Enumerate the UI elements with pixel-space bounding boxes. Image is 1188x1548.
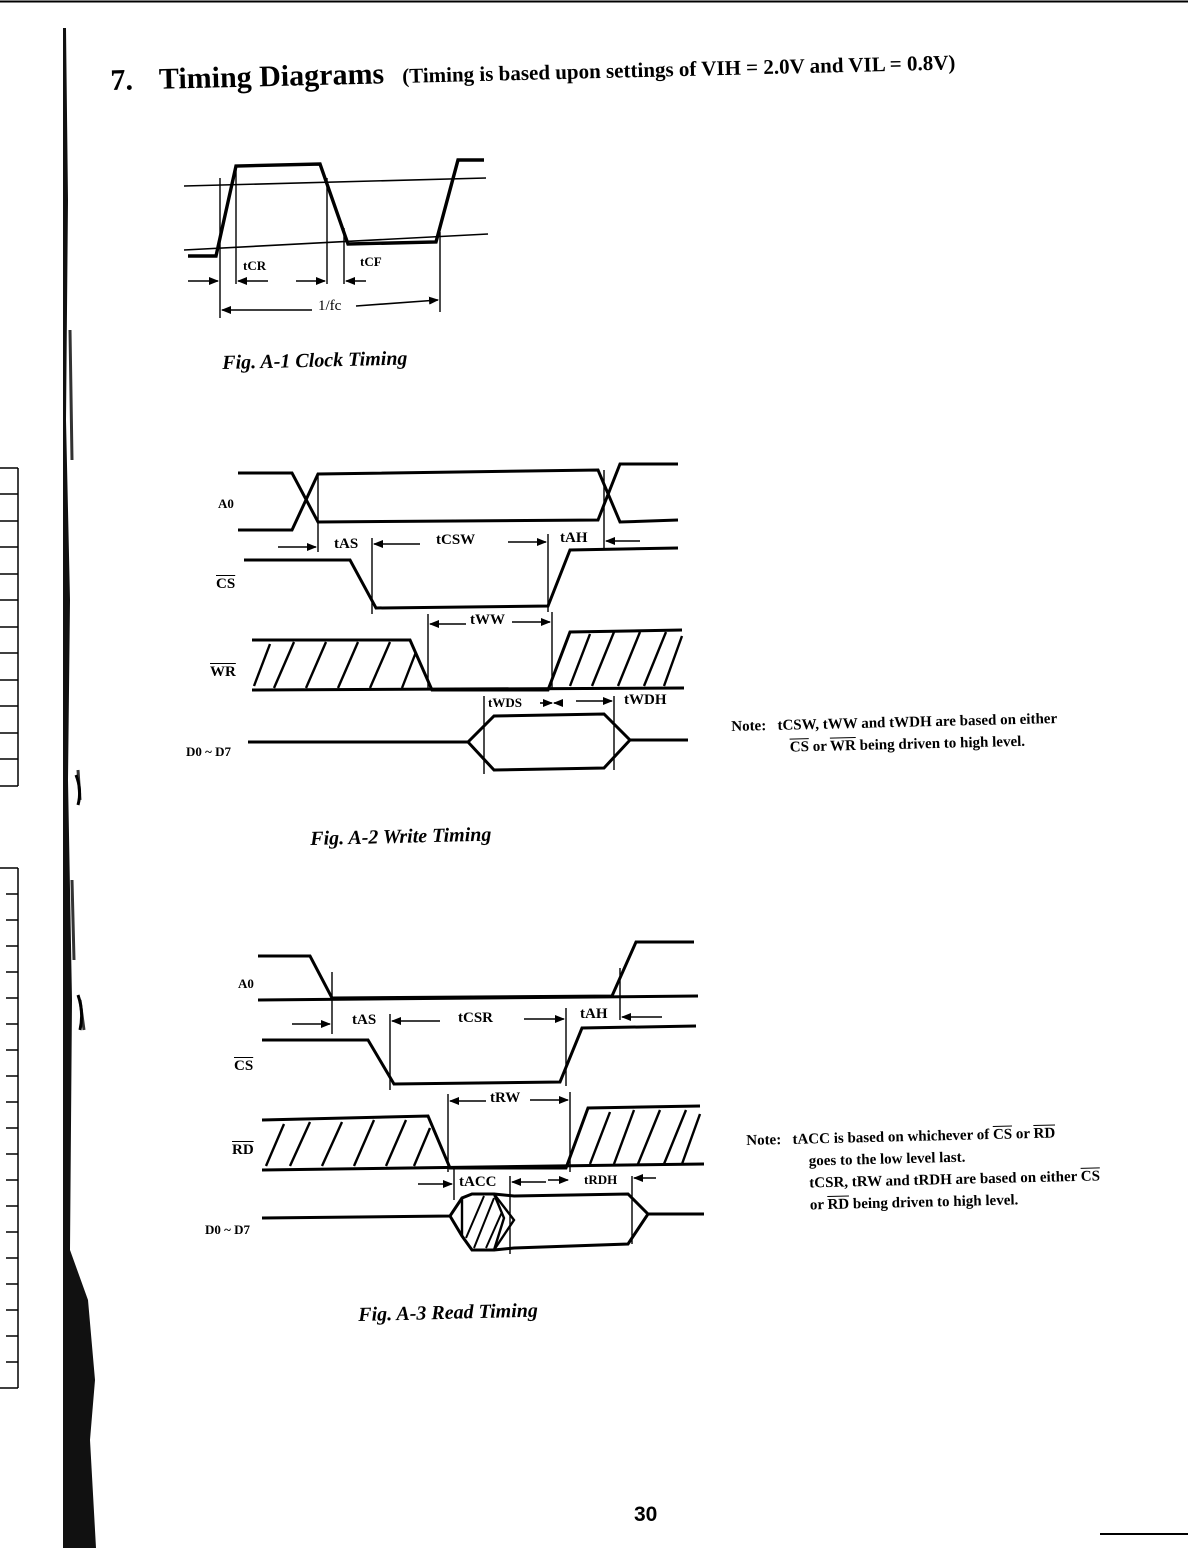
fig-a3-read-diagram bbox=[258, 942, 704, 1254]
write-note-cs: $\overline{CS}$ bbox=[789, 739, 810, 756]
wr-hatch-left bbox=[254, 642, 416, 688]
tah-read-label: tAH bbox=[580, 1006, 608, 1022]
write-note bbox=[731, 708, 1058, 760]
tah-label: tAH bbox=[560, 530, 588, 546]
data-bus-waveform-write-low bbox=[468, 740, 630, 770]
rd-hatch-left bbox=[266, 1120, 430, 1166]
wr-signal-label: $\overline{WR}$ bbox=[210, 664, 236, 680]
write-note-head: Note: bbox=[731, 718, 767, 735]
cs-read-signal-label: $\overline{CS}$ bbox=[234, 1058, 254, 1074]
write-note-rest: being driven to high level. bbox=[855, 733, 1026, 754]
tcsr-label: tCSR bbox=[458, 1010, 494, 1026]
read-note-l1-cs: $\overline{CS}$ bbox=[992, 1126, 1013, 1143]
fig-a2-caption: Fig. A-2 Write Timing bbox=[310, 823, 492, 850]
read-note bbox=[746, 1121, 1101, 1218]
fig-a2-write-diagram bbox=[238, 464, 688, 774]
read-note-l1b: or bbox=[1011, 1125, 1034, 1143]
twdh-label: tWDH bbox=[624, 692, 667, 708]
write-note-or: or bbox=[808, 738, 831, 756]
fig-a3-caption: Fig. A-3 Read Timing bbox=[358, 1299, 539, 1326]
rd-signal-label: $\overline{RD}$ bbox=[232, 1142, 254, 1158]
a0-low-line bbox=[258, 996, 698, 1000]
data-bus-label: D0 ~ D7 bbox=[186, 744, 232, 759]
read-note-l3a: tCSR, tRW and tRDH are based on either bbox=[809, 1168, 1082, 1192]
rd-hatch-right bbox=[590, 1110, 700, 1164]
left-binding-speckle bbox=[70, 330, 84, 1030]
tww-label: tWW bbox=[470, 612, 505, 628]
section-subtitle: (Timing is based upon settings of VIH = 2.0V and VIL = 0.8V) bbox=[401, 50, 956, 88]
data-bus-read-label: D0 ~ D7 bbox=[205, 1222, 251, 1237]
trdh-label: tRDH bbox=[584, 1172, 618, 1187]
read-note-l1-rd: $\overline{RD}$ bbox=[1033, 1125, 1056, 1142]
rd-waveform bbox=[262, 1106, 700, 1168]
read-note-l1a: tACC is based on whichever of bbox=[792, 1126, 994, 1148]
tas-label: tAS bbox=[334, 536, 359, 552]
read-note-l2: goes to the low level last. bbox=[808, 1149, 966, 1170]
cs-waveform-write bbox=[244, 548, 678, 608]
tcr-label: tCR bbox=[243, 258, 267, 273]
vih-threshold-line bbox=[184, 178, 486, 186]
read-note-l4-or: or bbox=[809, 1197, 828, 1214]
wr-waveform bbox=[252, 630, 682, 690]
twds-label: tWDS bbox=[488, 695, 522, 710]
tcf-label: tCF bbox=[360, 254, 382, 269]
a0-read-signal-label: A0 bbox=[238, 976, 254, 991]
tacc-label: tACC bbox=[459, 1174, 497, 1190]
tas-read-label: tAS bbox=[352, 1012, 377, 1028]
margin-ruler-bottom bbox=[0, 868, 18, 1388]
margin-bracket-mark bbox=[76, 775, 80, 805]
wr-hatch-right bbox=[570, 632, 682, 686]
section-number: 7. bbox=[110, 63, 134, 97]
a0-signal-label: A0 bbox=[218, 496, 234, 511]
a0-waveform-read bbox=[258, 942, 694, 998]
read-note-l3-cs: $\overline{CS}$ bbox=[1080, 1168, 1101, 1185]
fig-a1-caption: Fig. A-1 Clock Timing bbox=[222, 347, 408, 374]
write-note-wr: $\overline{WR}$ bbox=[829, 737, 857, 755]
wr-bottom-line bbox=[252, 688, 684, 690]
read-note-l4-rest: being driven to high level. bbox=[848, 1192, 1019, 1213]
cs-signal-label: $\overline{CS}$ bbox=[216, 576, 236, 592]
write-note-line1: tCSW, tWW and tWDH are based on either bbox=[777, 711, 1058, 734]
margin-bracket-mark-2 bbox=[78, 995, 82, 1030]
cs-waveform-read bbox=[262, 1026, 696, 1084]
read-note-head: Note: bbox=[746, 1132, 782, 1149]
fig-a1-clock-diagram bbox=[184, 160, 488, 318]
margin-ruler-top bbox=[0, 468, 18, 786]
tcsw-label: tCSW bbox=[436, 532, 476, 548]
page-number: 30 bbox=[634, 1503, 658, 1526]
data-bus-waveform-write bbox=[248, 714, 688, 742]
section-title: Timing Diagrams bbox=[158, 57, 385, 96]
vil-threshold-line bbox=[184, 234, 488, 250]
period-label: 1/fc bbox=[318, 298, 342, 314]
trw-label: tRW bbox=[490, 1090, 521, 1106]
read-note-l4-rd: $\overline{RD}$ bbox=[827, 1196, 850, 1214]
